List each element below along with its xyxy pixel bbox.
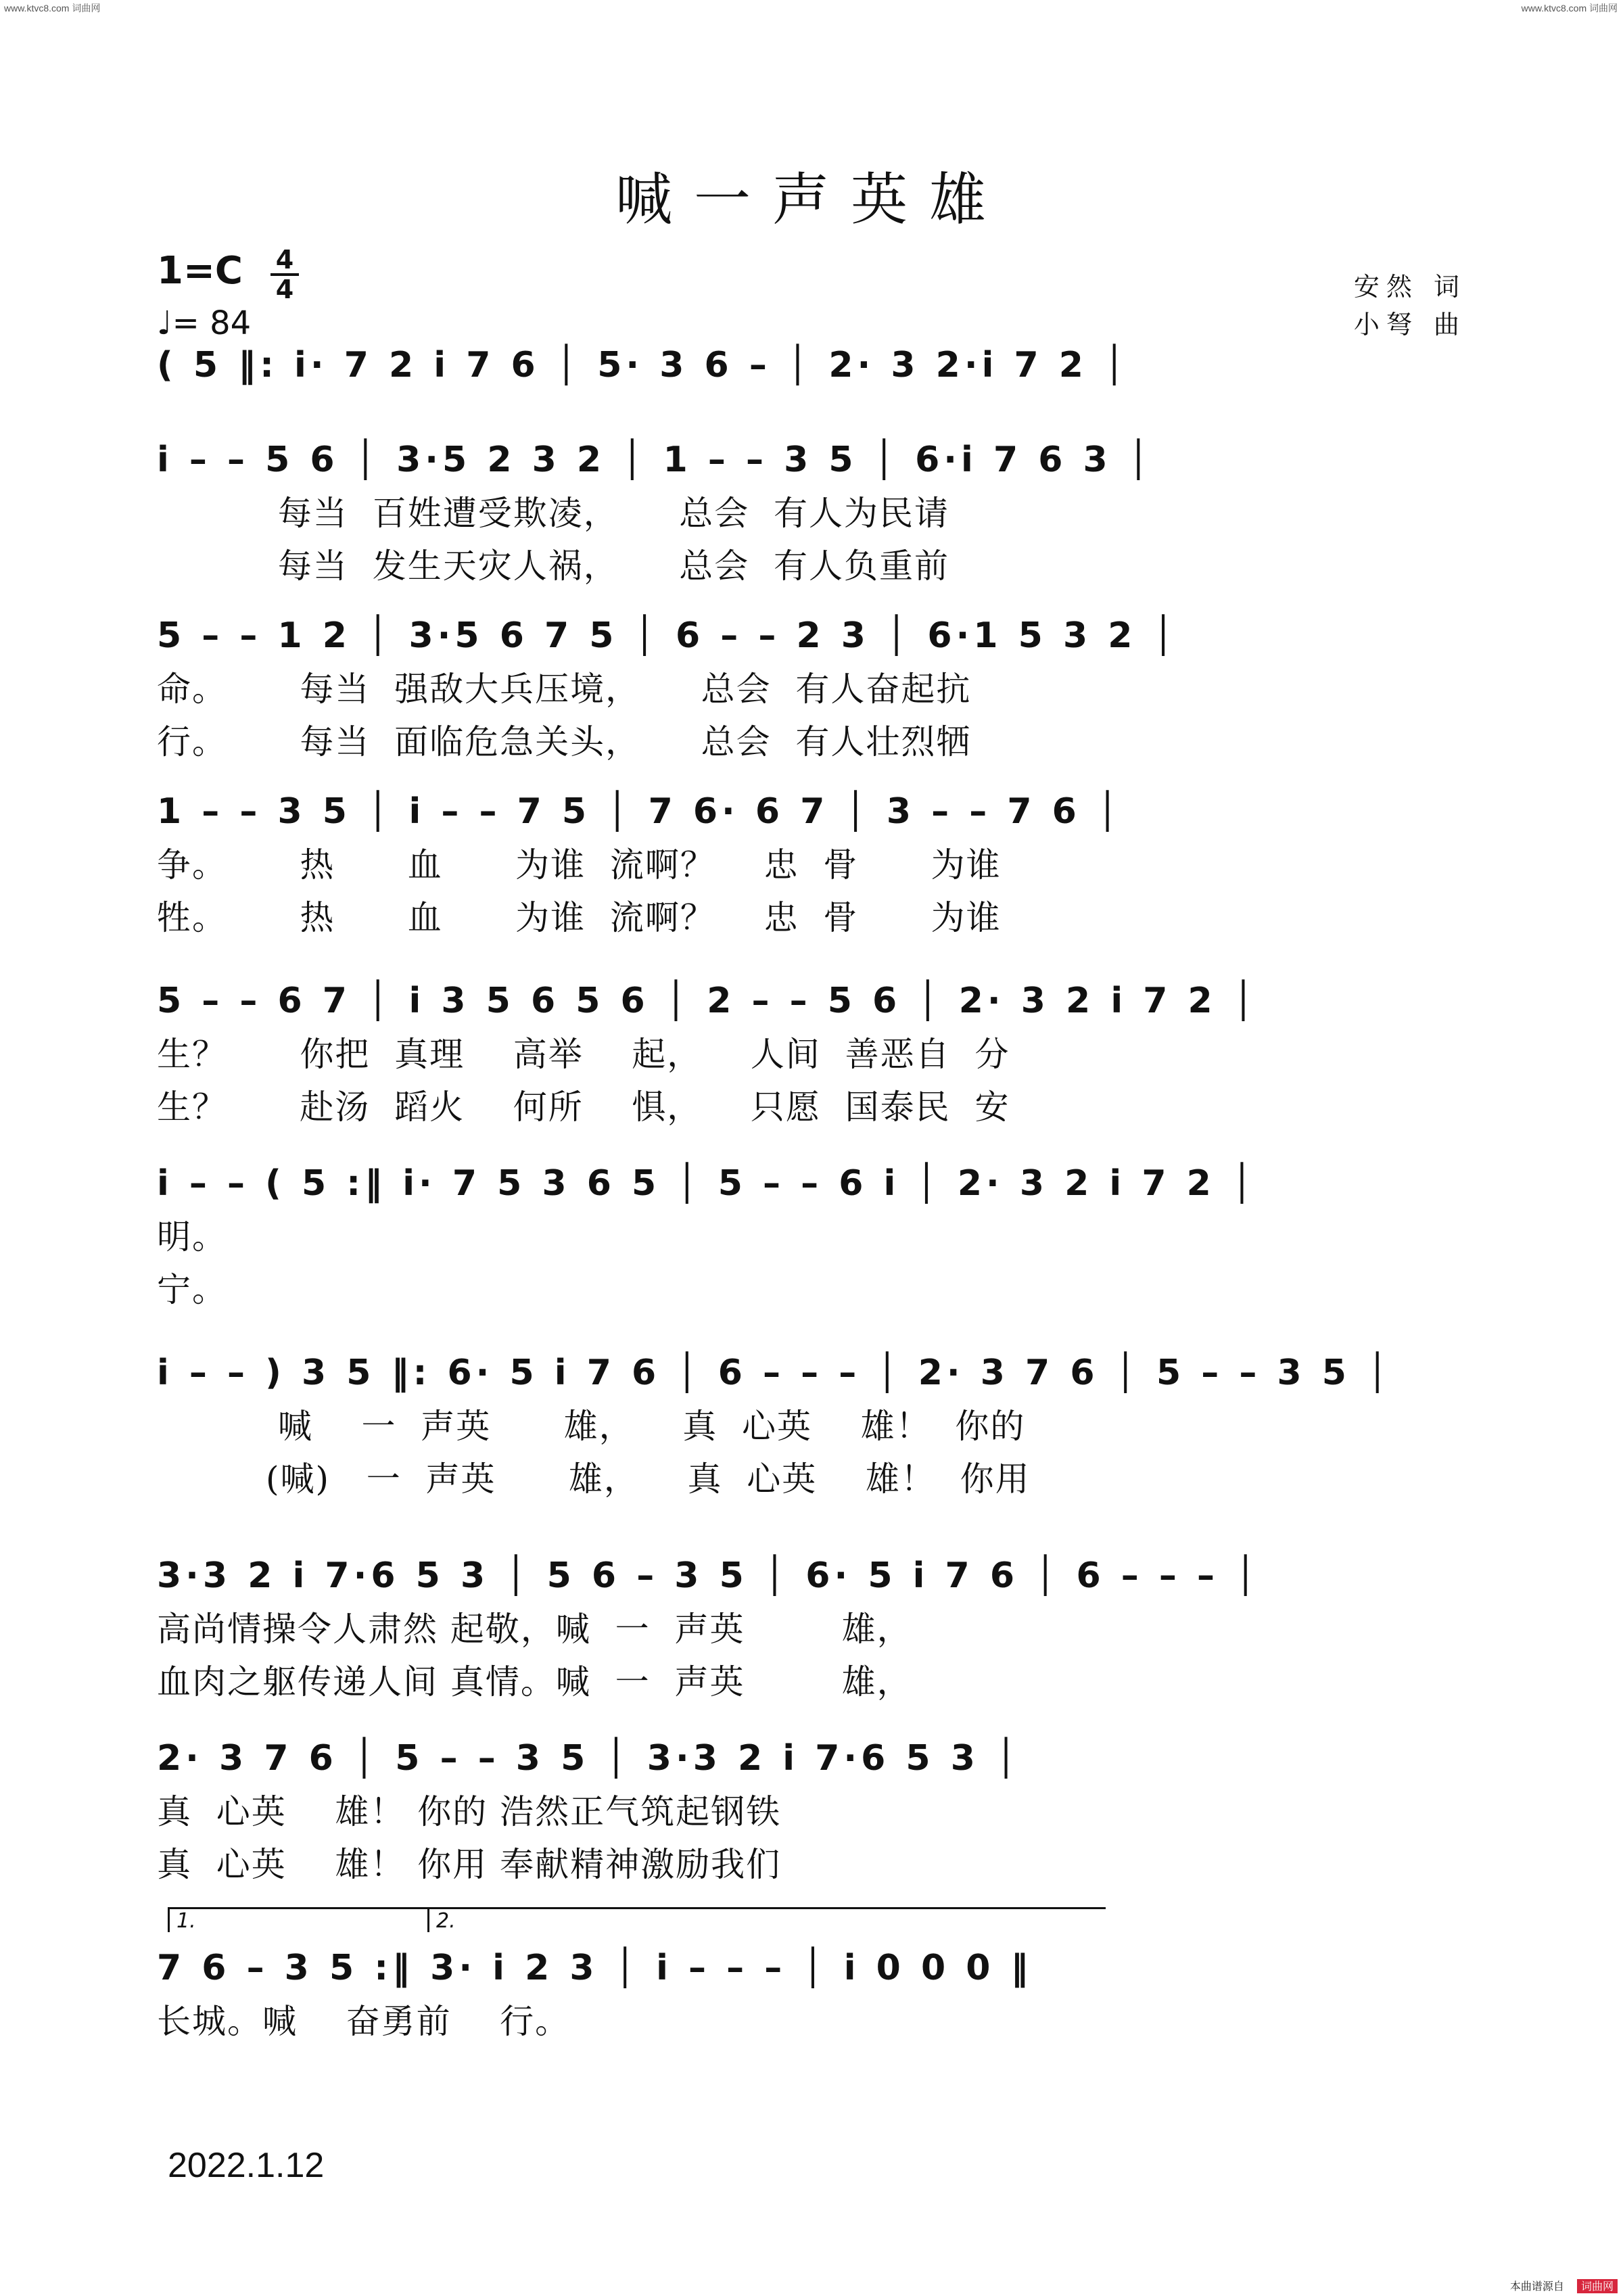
notation-line: 3·3 2 i 7·6 5 3 │ 5 6 – 3 5 │ 6· 5 i 7 6 │ 6 – – – │ bbox=[157, 1555, 1261, 1596]
notation-line: ( 5 ‖: i· 7 2 i 7 6 │ 5· 3 6 – │ 2· 3 2·i 7 2 │ bbox=[157, 345, 1129, 385]
footer-watermark bbox=[1510, 2278, 1618, 2293]
composer: 小弩 曲 bbox=[1353, 310, 1466, 339]
score-system bbox=[157, 974, 1469, 1133]
lyric-line: 真 心英 雄！ 你用 奉献精神激励我们 bbox=[157, 1845, 782, 1884]
tempo-marking: ♩= 84 bbox=[157, 304, 252, 342]
footer-text: 本曲谱源自 bbox=[1509, 2280, 1564, 2293]
lyric-line: 争。 热 血 为谁 流啊？ 忠 骨 为谁 bbox=[157, 845, 1002, 885]
lyricist: 安然 词 bbox=[1353, 272, 1466, 302]
lyric-line: 真 心英 雄！ 你的 浩然正气筑起钢铁 bbox=[157, 1792, 782, 1831]
watermark-left: www.ktvc8.com 词曲网 bbox=[4, 3, 101, 14]
lyric-line: 每当 发生天灾人祸， 总会 有人负重前 bbox=[157, 546, 949, 586]
footer-badge: 词曲网 bbox=[1577, 2279, 1618, 2293]
lyric-line: 行。 每当 面临危急关头， 总会 有人壮烈牺 bbox=[157, 722, 972, 762]
time-signature bbox=[269, 246, 300, 303]
meter-bottom: 4 bbox=[275, 275, 294, 304]
volta-second: 2. bbox=[427, 1907, 1106, 1932]
notation-line: i – – ( 5 :‖ i· 7 5 3 6 5 │ 5 – – 6 i │ 2· 3 2 i 7 2 │ bbox=[157, 1163, 1257, 1204]
notation-line: 2· 3 7 6 │ 5 – – 3 5 │ 3·3 2 i 7·6 5 3 │ bbox=[157, 1738, 1021, 1779]
lyric-line: 命。 每当 强敌大兵压境， 总会 有人奋起抗 bbox=[157, 670, 972, 709]
notation-line: 5 – – 6 7 │ i 3 5 6 5 6 │ 2 – – 5 6 │ 2· 3 2 i 7 2 │ bbox=[157, 981, 1259, 1021]
score-system bbox=[157, 1731, 1469, 1891]
watermark-right: www.ktvc8.com 词曲网 bbox=[1521, 3, 1618, 14]
notation-line: 1 – – 3 5 │ i – – 7 5 │ 7 6· 6 7 │ 3 – – 7 6 │ bbox=[157, 791, 1123, 832]
lyric-line: (喊) 一 声英 雄， 真 心英 雄！ 你用 bbox=[157, 1459, 1031, 1499]
notation-line: 5 – – 1 2 │ 3·5 6 7 5 │ 6 – – 2 3 │ 6·1 5 3 2 │ bbox=[157, 615, 1178, 656]
credits bbox=[1354, 268, 1466, 344]
notation-line: 7 6 – 3 5 :‖ 3· i 2 3 │ i – – – │ i 0 0 0 ‖ bbox=[157, 1948, 1033, 1988]
score-system bbox=[157, 1941, 1469, 2048]
score-system bbox=[157, 338, 1469, 392]
score-system bbox=[157, 1346, 1469, 1505]
lyric-line: 每当 百姓遭受欺凌， 总会 有人为民请 bbox=[157, 494, 949, 533]
score-system bbox=[157, 609, 1469, 768]
lyric-line: 明。 bbox=[157, 1217, 227, 1257]
lyric-line: 喊 一 声英 雄， 真 心英 雄！ 你的 bbox=[157, 1407, 1026, 1446]
lyric-line: 长城。喊 奋勇前 行。 bbox=[157, 2002, 571, 2041]
meter-top: 4 bbox=[275, 245, 294, 275]
score-system bbox=[157, 784, 1469, 944]
notation-line: i – – 5 6 │ 3·5 2 3 2 │ 1 – – 3 5 │ 6·i 7 6 3 │ bbox=[157, 440, 1154, 480]
lyric-line: 血肉之躯传递人间 真情。喊 一 声英 雄， bbox=[157, 1662, 912, 1702]
score-system bbox=[157, 1156, 1469, 1316]
date: 2022.1.12 bbox=[168, 2146, 325, 2185]
key-signature: 1=C bbox=[157, 249, 243, 293]
lyric-line: 高尚情操令人肃然 起敬，喊 一 声英 雄， bbox=[157, 1610, 912, 1649]
score-system bbox=[157, 433, 1469, 592]
volta-first: 1. bbox=[168, 1907, 433, 1932]
score-system bbox=[157, 1549, 1469, 1708]
lyric-line: 生？ 赴汤 蹈火 何所 惧， 只愿 国泰民 安 bbox=[157, 1087, 1010, 1127]
notation-line: i – – ) 3 5 ‖: 6· 5 i 7 6 │ 6 – – – │ 2· 3 7 6 │ 5 – – 3 5 │ bbox=[157, 1353, 1392, 1393]
lyric-line: 生？ 你把 真理 高举 起， 人间 善恶自 分 bbox=[157, 1035, 1010, 1074]
lyric-line: 牲。 热 血 为谁 流啊？ 忠 骨 为谁 bbox=[157, 898, 1002, 937]
lyric-line: 宁。 bbox=[157, 1270, 227, 1309]
song-title: 喊一声英雄 bbox=[615, 166, 1008, 233]
